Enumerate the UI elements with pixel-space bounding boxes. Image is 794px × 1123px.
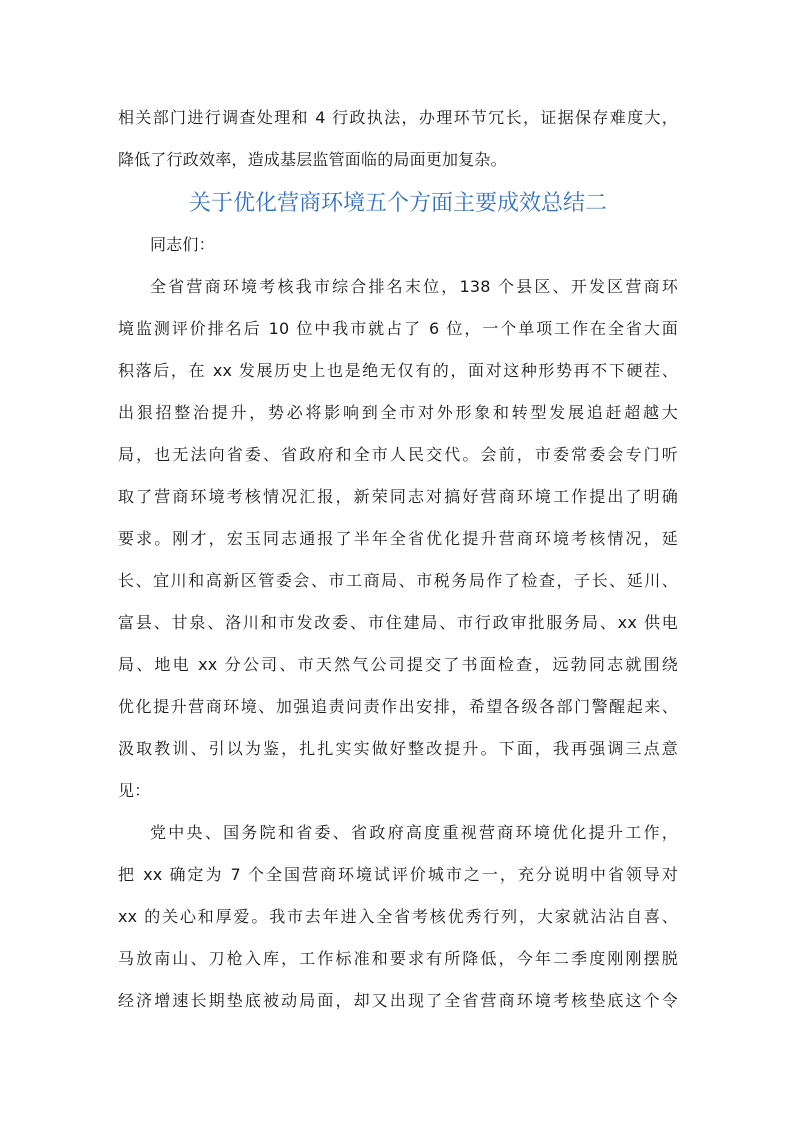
paragraph-line: xx 的关心和厚爱。我市去年进入全省考核优秀行列，大家就沾沾自喜、	[118, 907, 678, 926]
paragraph-line: 要求。刚才，宏玉同志通报了半年全省优化提升营商环境考核情况，延	[118, 529, 678, 548]
paragraph-line: 把 xx 确定为 7 个全国营商环境试评价城市之一，充分说明中省领导对	[118, 865, 678, 884]
paragraph-line: 积落后，在 xx 发展历史上也是绝无仅有的，面对这种形势再不下硬茬、	[118, 361, 678, 380]
paragraph-line: 经济增速长期垫底被动局面，却又出现了全省营商环境考核垫底这个令	[118, 991, 678, 1010]
salutation: 同志们：	[150, 235, 215, 254]
document-title: 关于优化营商环境五个方面主要成效总结二	[188, 191, 607, 216]
paragraph-line: 见：	[118, 781, 151, 800]
paragraph-line: 长、宜川和高新区管委会、市工商局、市税务局作了检查，子长、延川、	[118, 571, 678, 590]
paragraph-line: 全省营商环境考核我市综合排名末位，138 个县区、开发区营商环	[150, 277, 678, 296]
paragraph-line: 马放南山、刀枪入库，工作标准和要求有所降低，今年二季度刚刚摆脱	[118, 949, 678, 968]
paragraph-line: 局、地电 xx 分公司、市天然气公司提交了书面检查，远勃同志就围绕	[118, 655, 678, 674]
paragraph-line: 出狠招整治提升，势必将影响到全市对外形象和转型发展追赶超越大	[118, 403, 678, 422]
paragraph-line: 富县、甘泉、洛川和市发改委、市住建局、市行政审批服务局、xx 供电	[118, 613, 678, 632]
paragraph-line: 取了营商环境考核情况汇报，新荣同志对搞好营商环境工作提出了明确	[118, 487, 678, 506]
paragraph-line: 汲取教训、引以为鉴，扎扎实实做好整改提升。下面，我再强调三点意	[118, 739, 678, 758]
paragraph-line: 降低了行政效率，造成基层监管面临的局面更加复杂。	[118, 150, 507, 169]
paragraph-line: 境监测评价排名后 10 位中我市就占了 6 位，一个单项工作在全省大面	[118, 319, 678, 338]
paragraph-line: 相关部门进行调查处理和 4 行政执法，办理环节冗长，证据保存难度大，	[118, 108, 678, 127]
paragraph-line: 党中央、国务院和省委、省政府高度重视营商环境优化提升工作，	[150, 823, 678, 842]
paragraph-line: 局，也无法向省委、省政府和全市人民交代。会前，市委常委会专门听	[118, 445, 678, 464]
paragraph-line: 优化提升营商环境、加强追责问责作出安排，希望各级各部门警醒起来、	[118, 697, 678, 716]
